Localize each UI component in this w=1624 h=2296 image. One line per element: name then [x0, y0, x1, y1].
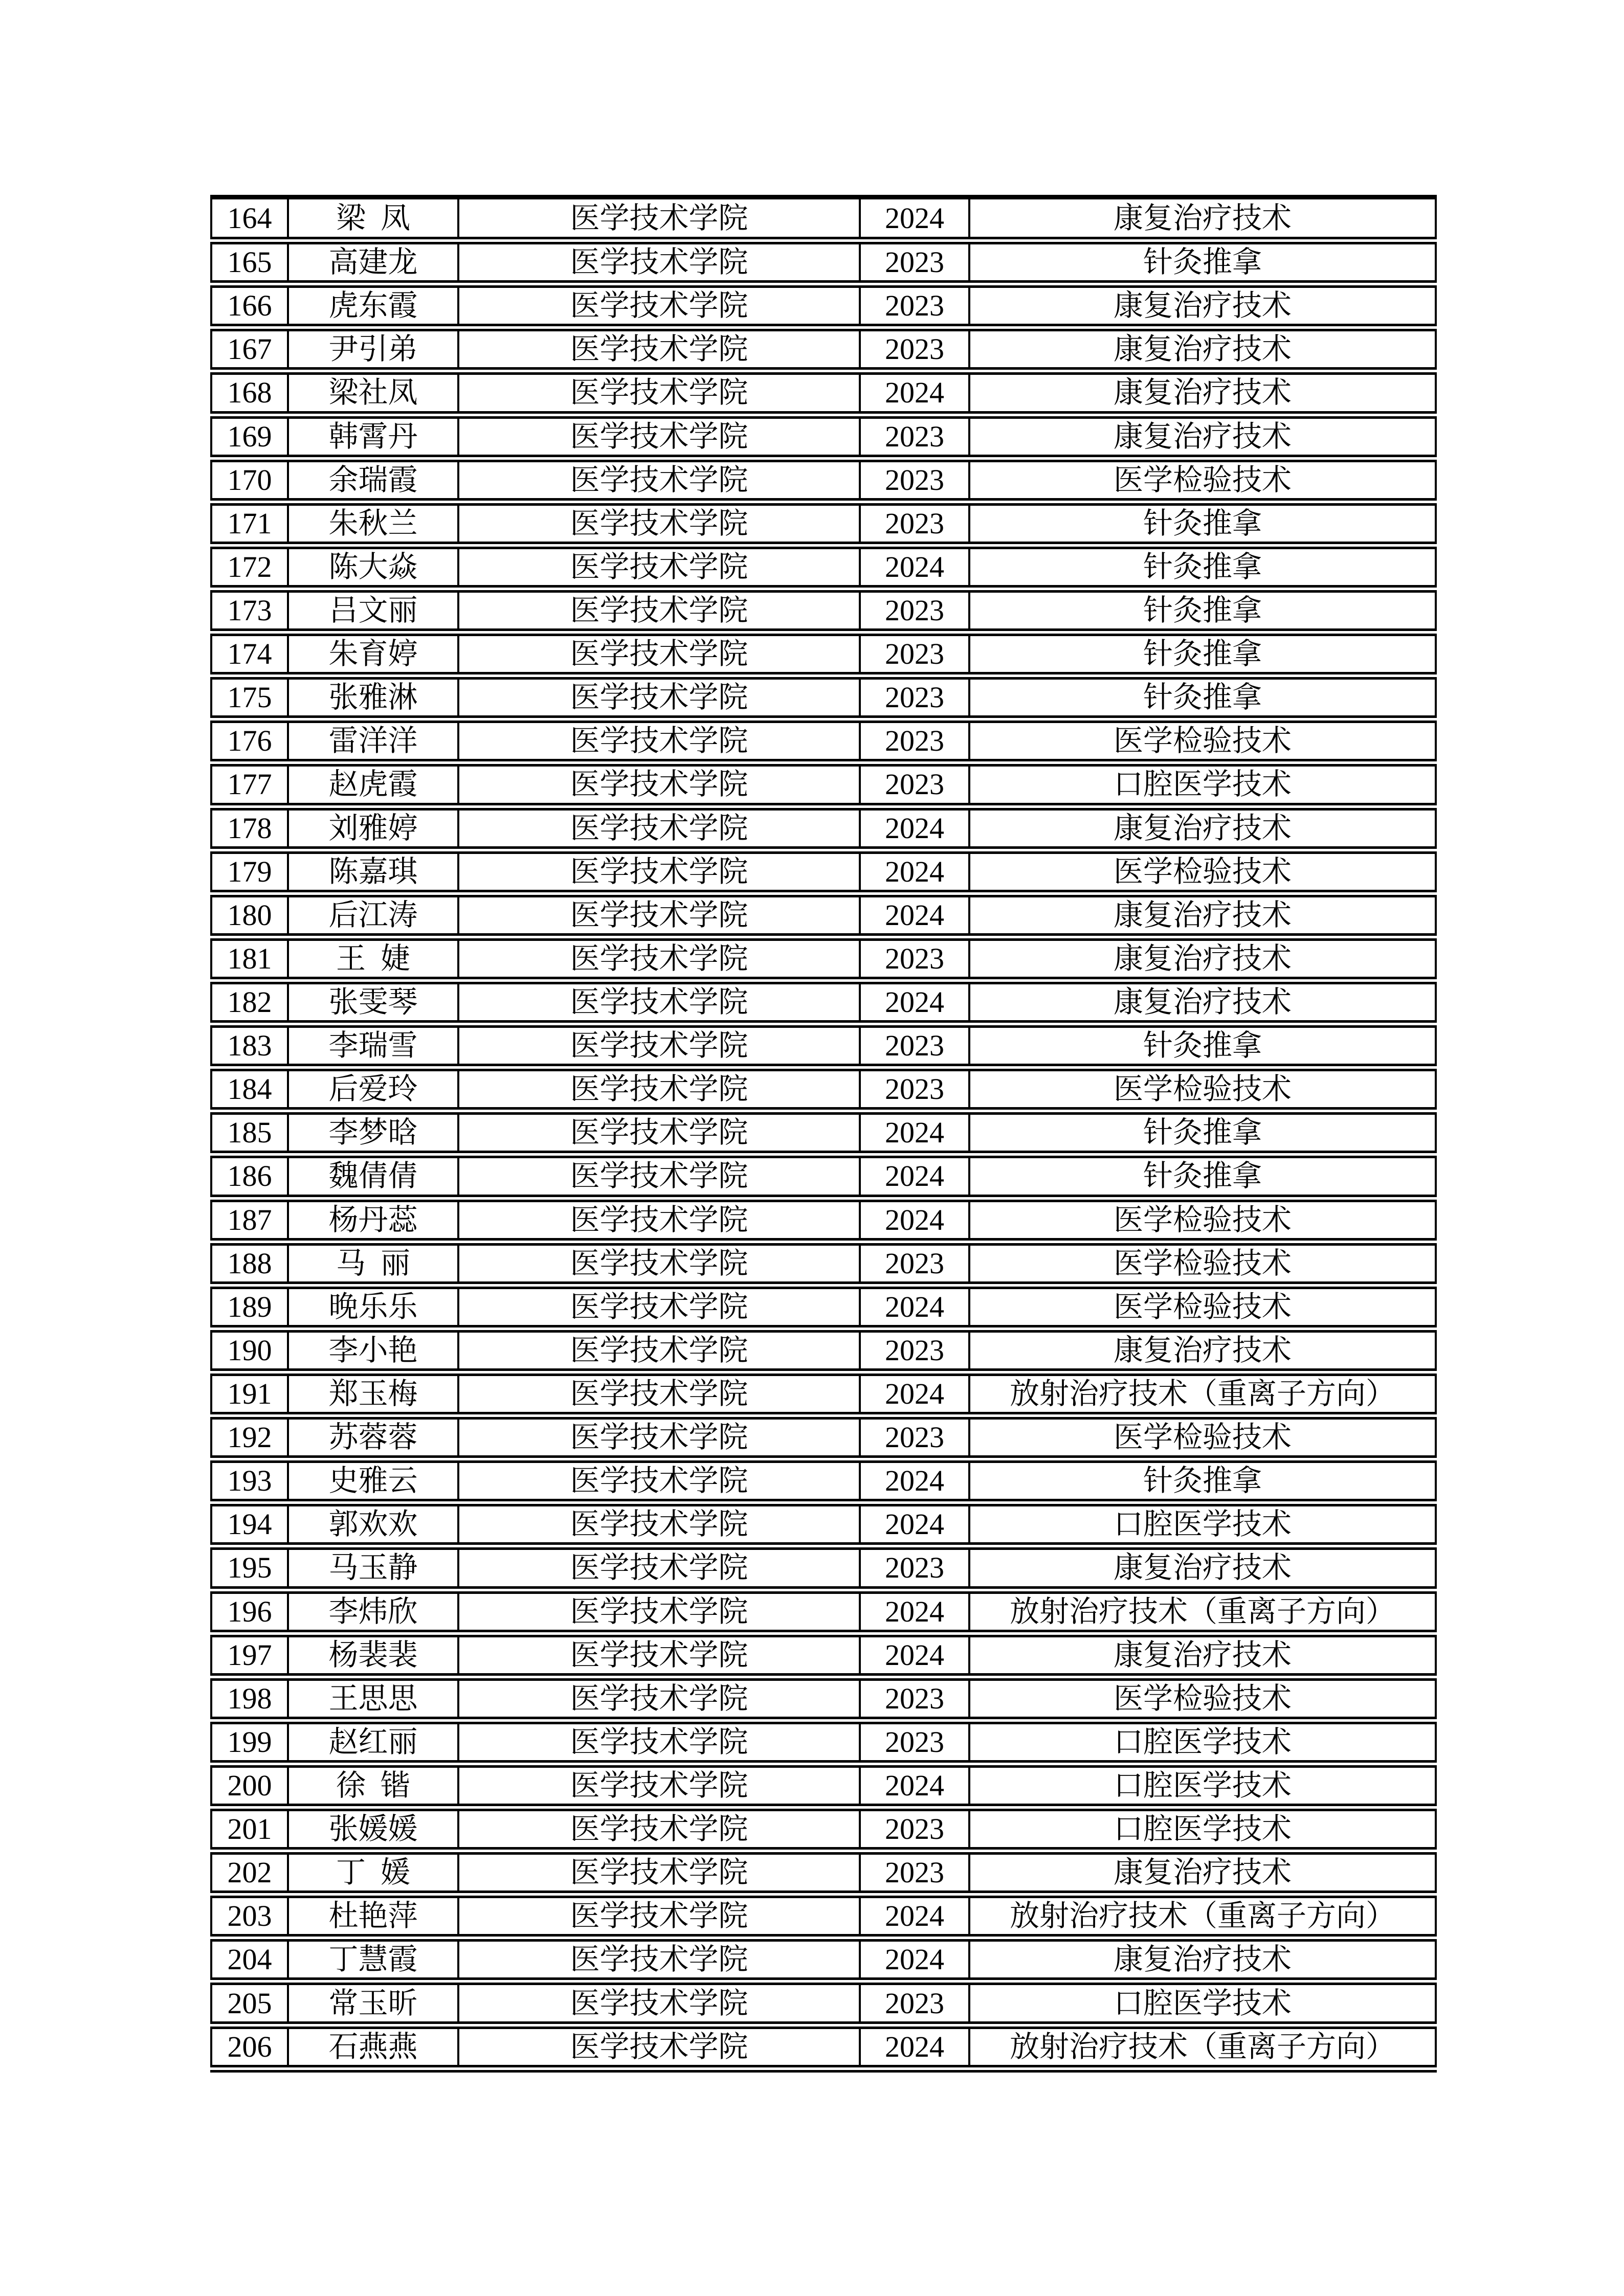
table-row — [211, 1068, 1436, 1111]
year-cell: 2023 — [860, 415, 969, 458]
college-cell: 医学技术学院 — [458, 1982, 860, 2025]
name-cell: 常玉昕 — [288, 1982, 458, 2025]
row-number-cell: 189 — [211, 1285, 288, 1329]
college-cell: 医学技术学院 — [458, 1895, 860, 1938]
name-cell: 赵红丽 — [288, 1720, 458, 1764]
row-number-cell: 182 — [211, 980, 288, 1024]
college-cell: 医学技术学院 — [458, 1024, 860, 1068]
year-cell: 2024 — [860, 1764, 969, 1807]
major-cell: 医学检验技术 — [969, 1416, 1436, 1459]
major-cell: 口腔医学技术 — [969, 1503, 1436, 1546]
year-cell: 2023 — [860, 1851, 969, 1895]
college-cell: 医学技术学院 — [458, 1938, 860, 1982]
major-cell: 针灸推拿 — [969, 1111, 1436, 1155]
row-number-cell: 200 — [211, 1764, 288, 1807]
college-cell: 医学技术学院 — [458, 1068, 860, 1111]
year-cell: 2024 — [860, 1590, 969, 1633]
major-cell: 康复治疗技术 — [969, 328, 1436, 371]
row-number-cell: 199 — [211, 1720, 288, 1764]
row-number-cell: 167 — [211, 328, 288, 371]
year-cell: 2024 — [860, 1503, 969, 1546]
year-cell: 2023 — [860, 763, 969, 806]
major-cell: 放射治疗技术（重离子方向） — [969, 1590, 1436, 1633]
college-cell: 医学技术学院 — [458, 980, 860, 1024]
row-number-cell: 204 — [211, 1938, 288, 1982]
college-cell: 医学技术学院 — [458, 1285, 860, 1329]
name-cell: 王 婕 — [288, 937, 458, 980]
row-number-cell: 205 — [211, 1982, 288, 2025]
table-row — [211, 197, 1436, 241]
name-cell: 雷洋洋 — [288, 719, 458, 763]
college-cell: 医学技术学院 — [458, 719, 860, 763]
name-cell: 李瑞雪 — [288, 1024, 458, 1068]
row-number-cell: 191 — [211, 1372, 288, 1415]
college-cell: 医学技术学院 — [458, 1677, 860, 1720]
row-number-cell: 166 — [211, 284, 288, 328]
name-cell: 杨丹蕊 — [288, 1198, 458, 1242]
college-cell: 医学技术学院 — [458, 1590, 860, 1633]
name-cell: 徐 锴 — [288, 1764, 458, 1807]
table-row — [211, 1329, 1436, 1372]
college-cell: 医学技术学院 — [458, 676, 860, 719]
name-cell: 张雅淋 — [288, 676, 458, 719]
row-number-cell: 188 — [211, 1242, 288, 1285]
row-number-cell: 193 — [211, 1459, 288, 1503]
name-cell: 高建龙 — [288, 241, 458, 284]
college-cell: 医学技术学院 — [458, 1198, 860, 1242]
name-cell: 后江涛 — [288, 893, 458, 937]
table-row — [211, 980, 1436, 1024]
college-cell: 医学技术学院 — [458, 806, 860, 850]
row-number-cell: 185 — [211, 1111, 288, 1155]
year-cell: 2024 — [860, 806, 969, 850]
row-number-cell: 197 — [211, 1633, 288, 1677]
table-row — [211, 1895, 1436, 1938]
name-cell: 朱秋兰 — [288, 502, 458, 545]
major-cell: 康复治疗技术 — [969, 284, 1436, 328]
college-cell: 医学技术学院 — [458, 197, 860, 241]
major-cell: 口腔医学技术 — [969, 1764, 1436, 1807]
major-cell: 放射治疗技术（重离子方向） — [969, 1372, 1436, 1415]
year-cell: 2023 — [860, 1416, 969, 1459]
table-row — [211, 763, 1436, 806]
major-cell: 针灸推拿 — [969, 633, 1436, 676]
major-cell: 医学检验技术 — [969, 1068, 1436, 1111]
year-cell: 2024 — [860, 1372, 969, 1415]
college-cell: 医学技术学院 — [458, 1459, 860, 1503]
table-row — [211, 502, 1436, 545]
year-cell: 2024 — [860, 1895, 969, 1938]
college-cell: 医学技术学院 — [458, 850, 860, 893]
major-cell: 康复治疗技术 — [969, 893, 1436, 937]
row-number-cell: 203 — [211, 1895, 288, 1938]
row-number-cell: 202 — [211, 1851, 288, 1895]
year-cell: 2023 — [860, 1024, 969, 1068]
table-row — [211, 1982, 1436, 2025]
table-row — [211, 1242, 1436, 1285]
table-row — [211, 1938, 1436, 1982]
college-cell: 医学技术学院 — [458, 1546, 860, 1590]
name-cell: 刘雅婷 — [288, 806, 458, 850]
college-cell: 医学技术学院 — [458, 937, 860, 980]
row-number-cell: 180 — [211, 893, 288, 937]
student-table — [210, 195, 1437, 2073]
table-row — [211, 371, 1436, 415]
name-cell: 梁社凤 — [288, 371, 458, 415]
name-cell: 史雅云 — [288, 1459, 458, 1503]
college-cell: 医学技术学院 — [458, 1633, 860, 1677]
row-number-cell: 164 — [211, 197, 288, 241]
name-cell: 陈嘉琪 — [288, 850, 458, 893]
major-cell: 针灸推拿 — [969, 1155, 1436, 1198]
table-row — [211, 284, 1436, 328]
college-cell: 医学技术学院 — [458, 633, 860, 676]
row-number-cell: 173 — [211, 589, 288, 632]
name-cell: 朱育婷 — [288, 633, 458, 676]
major-cell: 针灸推拿 — [969, 589, 1436, 632]
name-cell: 赵虎霞 — [288, 763, 458, 806]
year-cell: 2024 — [860, 1198, 969, 1242]
table-row — [211, 1677, 1436, 1720]
major-cell: 康复治疗技术 — [969, 1329, 1436, 1372]
name-cell: 韩霄丹 — [288, 415, 458, 458]
row-number-cell: 194 — [211, 1503, 288, 1546]
college-cell: 医学技术学院 — [458, 893, 860, 937]
major-cell: 口腔医学技术 — [969, 1720, 1436, 1764]
name-cell: 王思思 — [288, 1677, 458, 1720]
name-cell: 石燕燕 — [288, 2025, 458, 2068]
name-cell: 丁慧霞 — [288, 1938, 458, 1982]
college-cell: 医学技术学院 — [458, 1416, 860, 1459]
major-cell: 针灸推拿 — [969, 676, 1436, 719]
row-number-cell: 181 — [211, 937, 288, 980]
major-cell: 口腔医学技术 — [969, 1808, 1436, 1851]
major-cell: 康复治疗技术 — [969, 415, 1436, 458]
college-cell: 医学技术学院 — [458, 589, 860, 632]
college-cell: 医学技术学院 — [458, 1503, 860, 1546]
name-cell: 虎东霞 — [288, 284, 458, 328]
year-cell: 2024 — [860, 1111, 969, 1155]
college-cell: 医学技术学院 — [458, 328, 860, 371]
major-cell: 康复治疗技术 — [969, 1938, 1436, 1982]
major-cell: 医学检验技术 — [969, 1285, 1436, 1329]
row-number-cell: 196 — [211, 1590, 288, 1633]
year-cell: 2023 — [860, 284, 969, 328]
college-cell: 医学技术学院 — [458, 458, 860, 502]
table-row — [211, 937, 1436, 980]
name-cell: 杜艳萍 — [288, 1895, 458, 1938]
year-cell: 2024 — [860, 850, 969, 893]
row-number-cell: 177 — [211, 763, 288, 806]
table-row — [211, 1851, 1436, 1895]
row-number-cell: 165 — [211, 241, 288, 284]
table-row — [211, 806, 1436, 850]
college-cell: 医学技术学院 — [458, 1720, 860, 1764]
year-cell: 2024 — [860, 545, 969, 589]
major-cell: 医学检验技术 — [969, 719, 1436, 763]
major-cell: 医学检验技术 — [969, 1198, 1436, 1242]
major-cell: 针灸推拿 — [969, 1459, 1436, 1503]
table-row — [211, 545, 1436, 589]
row-number-cell: 206 — [211, 2025, 288, 2068]
row-number-cell: 183 — [211, 1024, 288, 1068]
table-row — [211, 1155, 1436, 1198]
row-number-cell: 179 — [211, 850, 288, 893]
name-cell: 魏倩倩 — [288, 1155, 458, 1198]
year-cell: 2023 — [860, 1329, 969, 1372]
name-cell: 张媛媛 — [288, 1808, 458, 1851]
college-cell: 医学技术学院 — [458, 1111, 860, 1155]
year-cell: 2024 — [860, 1459, 969, 1503]
name-cell: 张雯琴 — [288, 980, 458, 1024]
table-row — [211, 1590, 1436, 1633]
major-cell: 医学检验技术 — [969, 1677, 1436, 1720]
college-cell: 医学技术学院 — [458, 1808, 860, 1851]
row-number-cell: 184 — [211, 1068, 288, 1111]
row-number-cell: 186 — [211, 1155, 288, 1198]
table-row — [211, 1372, 1436, 1415]
name-cell: 李小艳 — [288, 1329, 458, 1372]
table-row — [211, 1111, 1436, 1155]
year-cell: 2023 — [860, 1677, 969, 1720]
name-cell: 郑玉梅 — [288, 1372, 458, 1415]
major-cell: 医学检验技术 — [969, 850, 1436, 893]
year-cell: 2023 — [860, 1068, 969, 1111]
table-row — [211, 1546, 1436, 1590]
table-row — [211, 328, 1436, 371]
row-number-cell: 172 — [211, 545, 288, 589]
college-cell: 医学技术学院 — [458, 241, 860, 284]
major-cell: 医学检验技术 — [969, 458, 1436, 502]
name-cell: 吕文丽 — [288, 589, 458, 632]
table-row — [211, 1285, 1436, 1329]
major-cell: 口腔医学技术 — [969, 763, 1436, 806]
row-number-cell: 195 — [211, 1546, 288, 1590]
major-cell: 针灸推拿 — [969, 502, 1436, 545]
year-cell: 2024 — [860, 2025, 969, 2068]
year-cell: 2023 — [860, 458, 969, 502]
major-cell: 放射治疗技术（重离子方向） — [969, 1895, 1436, 1938]
year-cell: 2023 — [860, 937, 969, 980]
table-row — [211, 1416, 1436, 1459]
table-row — [211, 633, 1436, 676]
row-number-cell: 187 — [211, 1198, 288, 1242]
college-cell: 医学技术学院 — [458, 545, 860, 589]
year-cell: 2024 — [860, 893, 969, 937]
table-row — [211, 719, 1436, 763]
college-cell: 医学技术学院 — [458, 1242, 860, 1285]
major-cell: 康复治疗技术 — [969, 1851, 1436, 1895]
name-cell: 李炜欣 — [288, 1590, 458, 1633]
major-cell: 康复治疗技术 — [969, 980, 1436, 1024]
major-cell: 康复治疗技术 — [969, 1633, 1436, 1677]
row-number-cell: 190 — [211, 1329, 288, 1372]
year-cell: 2023 — [860, 676, 969, 719]
college-cell: 医学技术学院 — [458, 2025, 860, 2068]
college-cell: 医学技术学院 — [458, 1155, 860, 1198]
name-cell: 陈大焱 — [288, 545, 458, 589]
name-cell: 李梦晗 — [288, 1111, 458, 1155]
name-cell: 余瑞霞 — [288, 458, 458, 502]
college-cell: 医学技术学院 — [458, 1851, 860, 1895]
year-cell: 2023 — [860, 1720, 969, 1764]
table-row — [211, 1198, 1436, 1242]
table-row — [211, 241, 1436, 284]
name-cell: 梁 凤 — [288, 197, 458, 241]
year-cell: 2024 — [860, 1633, 969, 1677]
college-cell: 医学技术学院 — [458, 502, 860, 545]
year-cell: 2023 — [860, 1546, 969, 1590]
name-cell: 杨裴裴 — [288, 1633, 458, 1677]
year-cell: 2023 — [860, 1982, 969, 2025]
major-cell: 康复治疗技术 — [969, 197, 1436, 241]
table-row — [211, 1720, 1436, 1764]
year-cell: 2023 — [860, 589, 969, 632]
major-cell: 口腔医学技术 — [969, 1982, 1436, 2025]
row-number-cell: 169 — [211, 415, 288, 458]
name-cell: 马玉静 — [288, 1546, 458, 1590]
table-row — [211, 1024, 1436, 1068]
table-row — [211, 1764, 1436, 1807]
year-cell: 2024 — [860, 1155, 969, 1198]
table-row — [211, 1459, 1436, 1503]
row-number-cell: 171 — [211, 502, 288, 545]
table-row — [211, 589, 1436, 632]
college-cell: 医学技术学院 — [458, 1329, 860, 1372]
row-number-cell: 178 — [211, 806, 288, 850]
name-cell: 后爱玲 — [288, 1068, 458, 1111]
major-cell: 康复治疗技术 — [969, 371, 1436, 415]
college-cell: 医学技术学院 — [458, 371, 860, 415]
table-row — [211, 2025, 1436, 2068]
row-number-cell: 170 — [211, 458, 288, 502]
name-cell: 郭欢欢 — [288, 1503, 458, 1546]
row-number-cell: 201 — [211, 1808, 288, 1851]
year-cell: 2023 — [860, 502, 969, 545]
student-table-body — [211, 197, 1436, 2069]
table-row — [211, 458, 1436, 502]
year-cell: 2023 — [860, 633, 969, 676]
college-cell: 医学技术学院 — [458, 415, 860, 458]
row-number-cell: 176 — [211, 719, 288, 763]
name-cell: 马 丽 — [288, 1242, 458, 1285]
major-cell: 针灸推拿 — [969, 241, 1436, 284]
major-cell: 康复治疗技术 — [969, 1546, 1436, 1590]
table-row — [211, 1808, 1436, 1851]
table-row — [211, 1503, 1436, 1546]
college-cell: 医学技术学院 — [458, 1372, 860, 1415]
row-number-cell: 174 — [211, 633, 288, 676]
year-cell: 2023 — [860, 328, 969, 371]
major-cell: 康复治疗技术 — [969, 806, 1436, 850]
table-row — [211, 1633, 1436, 1677]
year-cell: 2024 — [860, 1285, 969, 1329]
college-cell: 医学技术学院 — [458, 1764, 860, 1807]
year-cell: 2023 — [860, 1808, 969, 1851]
year-cell: 2024 — [860, 197, 969, 241]
row-number-cell: 168 — [211, 371, 288, 415]
year-cell: 2024 — [860, 371, 969, 415]
table-row — [211, 850, 1436, 893]
table-row — [211, 893, 1436, 937]
major-cell: 针灸推拿 — [969, 545, 1436, 589]
table-row — [211, 415, 1436, 458]
college-cell: 医学技术学院 — [458, 284, 860, 328]
name-cell: 尹引弟 — [288, 328, 458, 371]
year-cell: 2023 — [860, 1242, 969, 1285]
name-cell: 苏蓉蓉 — [288, 1416, 458, 1459]
year-cell: 2023 — [860, 719, 969, 763]
name-cell: 晚乐乐 — [288, 1285, 458, 1329]
year-cell: 2023 — [860, 241, 969, 284]
major-cell: 康复治疗技术 — [969, 937, 1436, 980]
year-cell: 2024 — [860, 1938, 969, 1982]
college-cell: 医学技术学院 — [458, 763, 860, 806]
row-number-cell: 198 — [211, 1677, 288, 1720]
table-row — [211, 676, 1436, 719]
major-cell: 放射治疗技术（重离子方向） — [969, 2025, 1436, 2068]
row-number-cell: 192 — [211, 1416, 288, 1459]
major-cell: 医学检验技术 — [969, 1242, 1436, 1285]
row-number-cell: 175 — [211, 676, 288, 719]
major-cell: 针灸推拿 — [969, 1024, 1436, 1068]
name-cell: 丁 媛 — [288, 1851, 458, 1895]
year-cell: 2024 — [860, 980, 969, 1024]
